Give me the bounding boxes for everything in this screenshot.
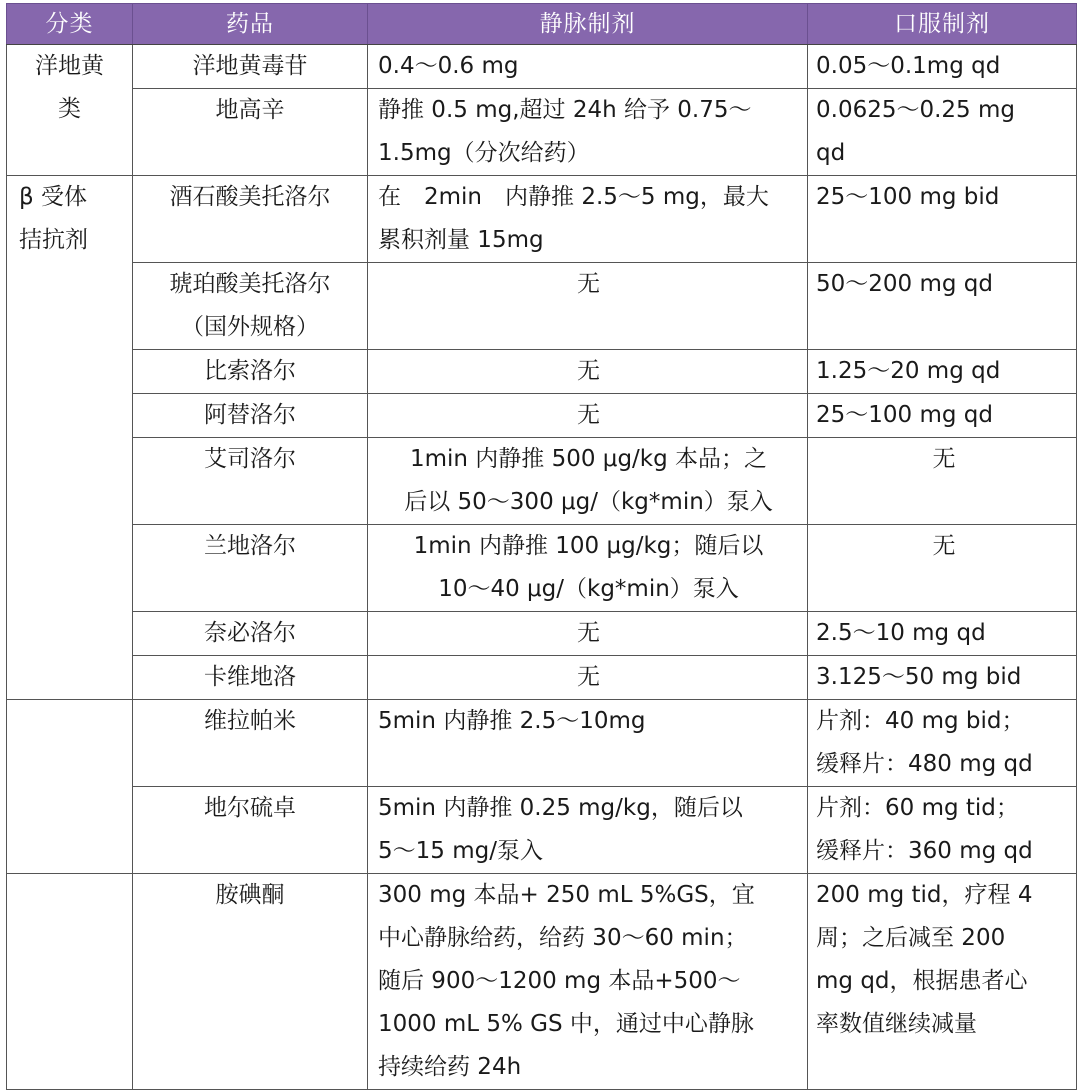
drug-name: 胺碘酮: [215, 882, 285, 908]
oral-dosage-cell: [808, 263, 1077, 350]
iv-dosage: 累积剂量 15mg: [378, 227, 544, 253]
iv-dosage-cell: [368, 874, 808, 1090]
drug-name: 兰地洛尔: [204, 533, 296, 559]
oral-dosage: 率数值继续减量: [816, 1011, 977, 1037]
drug-name-cell: [133, 438, 368, 525]
table-body: [7, 45, 1077, 1090]
drug-name-cell: [133, 89, 368, 176]
oral-dosage-cell: [808, 176, 1077, 263]
iv-dosage: 1000 mL 5% GS 中，通过中心静脉: [378, 1011, 754, 1037]
drug-dosage-table: [6, 3, 1077, 1090]
iv-dosage: 0.4～0.6 mg: [378, 53, 519, 79]
drug-name: （国外规格）: [181, 314, 319, 340]
iv-dosage: 5min 内静推 2.5～10mg: [378, 708, 646, 734]
iv-dosage: 无: [577, 620, 600, 646]
drug-name-cell: [133, 350, 368, 394]
drug-name: 维拉帕米: [204, 708, 296, 734]
iv-dosage-cell: [368, 89, 808, 176]
oral-dosage-cell: [808, 656, 1077, 700]
oral-dosage-cell: [808, 438, 1077, 525]
oral-dosage: 25～100 mg qd: [816, 402, 993, 428]
iv-dosage: 1.5mg（分次给药）: [378, 140, 590, 166]
drug-name-cell: [133, 45, 368, 89]
table-row: [7, 656, 1077, 700]
iv-dosage-cell: [368, 700, 808, 787]
category-cell: [7, 45, 133, 176]
oral-dosage-cell: [808, 45, 1077, 89]
drug-name-cell: [133, 787, 368, 874]
drug-name: 酒石酸美托洛尔: [169, 184, 331, 210]
oral-dosage-cell: [808, 394, 1077, 438]
oral-dosage-cell: [808, 874, 1077, 1090]
oral-dosage-cell: [808, 612, 1077, 656]
drug-name: 奈必洛尔: [204, 620, 296, 646]
iv-dosage: 无: [577, 402, 600, 428]
oral-dosage: 周；之后减至 200: [816, 925, 1006, 951]
oral-dosage: mg qd，根据患者心: [816, 968, 1028, 994]
table-row: [7, 874, 1077, 1090]
category-label: 洋地黄: [35, 53, 104, 79]
iv-dosage: 5～15 mg/泵入: [378, 838, 543, 864]
iv-dosage: 静推 0.5 mg,超过 24h 给予 0.75～: [378, 97, 752, 123]
oral-dosage: 2.5～10 mg qd: [816, 620, 986, 646]
oral-dosage-cell: [808, 350, 1077, 394]
iv-dosage-cell: [368, 438, 808, 525]
table-header-row: [7, 4, 1077, 45]
iv-dosage-cell: [368, 525, 808, 612]
iv-dosage: 无: [577, 271, 600, 297]
drug-name-cell: [133, 176, 368, 263]
oral-dosage: 缓释片：360 mg qd: [816, 838, 1033, 864]
category-cell: [7, 176, 133, 700]
drug-name: 比索洛尔: [204, 358, 296, 384]
drug-name-cell: [133, 656, 368, 700]
iv-dosage: 300 mg 本品+ 250 mL 5%GS，宜: [378, 882, 755, 908]
oral-dosage: 无: [932, 533, 956, 559]
drug-name-cell: [133, 700, 368, 787]
category-label: β 受体: [19, 184, 87, 210]
drug-name: 卡维地洛: [204, 664, 296, 690]
category-cell: [7, 700, 133, 874]
drug-name: 琥珀酸美托洛尔: [169, 271, 331, 297]
iv-dosage-cell: [368, 176, 808, 263]
drug-name: 地高辛: [215, 97, 285, 123]
drug-name-cell: [133, 263, 368, 350]
oral-dosage: 无: [932, 446, 956, 472]
oral-dosage: 25～100 mg bid: [816, 184, 1000, 210]
table-row: [7, 45, 1077, 89]
drug-name: 洋地黄毒苷: [192, 53, 308, 79]
header-category: 分类: [7, 4, 133, 45]
oral-dosage-cell: [808, 525, 1077, 612]
iv-dosage-cell: [368, 787, 808, 874]
iv-dosage: 在 2min 内静推 2.5～5 mg，最大: [378, 184, 769, 210]
table-row: [7, 612, 1077, 656]
iv-dosage: 无: [577, 358, 600, 384]
category-label: 类: [58, 96, 81, 122]
oral-dosage-cell: [808, 787, 1077, 874]
drug-name-cell: [133, 525, 368, 612]
table-row: [7, 787, 1077, 874]
table-row: [7, 394, 1077, 438]
table-row: [7, 700, 1077, 787]
oral-dosage: qd: [816, 140, 846, 166]
table-row: [7, 438, 1077, 525]
iv-dosage: 后以 50～300 μg/（kg*min）泵入: [404, 489, 773, 515]
table-row: [7, 176, 1077, 263]
oral-dosage-cell: [808, 700, 1077, 787]
table-row: [7, 89, 1077, 176]
drug-name: 地尔硫卓: [204, 795, 296, 821]
drug-name: 阿替洛尔: [204, 402, 296, 428]
iv-dosage: 10～40 μg/（kg*min）泵入: [438, 576, 739, 602]
drug-name-cell: [133, 874, 368, 1090]
oral-dosage: 200 mg tid，疗程 4: [816, 882, 1033, 908]
oral-dosage: 片剂：60 mg tid；: [816, 795, 1019, 821]
drug-name: 艾司洛尔: [204, 446, 296, 472]
drug-name-cell: [133, 612, 368, 656]
header-drug: 药品: [133, 4, 368, 45]
table-row: [7, 525, 1077, 612]
table-row: [7, 350, 1077, 394]
iv-dosage: 中心静脉给药，给药 30～60 min；: [378, 925, 748, 951]
iv-dosage-cell: [368, 612, 808, 656]
oral-dosage: 缓释片：480 mg qd: [816, 751, 1033, 777]
oral-dosage: 1.25～20 mg qd: [816, 358, 1001, 384]
iv-dosage: 持续给药 24h: [378, 1054, 522, 1080]
iv-dosage: 随后 900～1200 mg 本品+500～: [378, 968, 741, 994]
oral-dosage: 0.0625～0.25 mg: [816, 97, 1016, 123]
iv-dosage: 无: [577, 664, 600, 690]
header-oral: 口服制剂: [808, 4, 1077, 45]
iv-dosage-cell: [368, 45, 808, 89]
header-iv: 静脉制剂: [368, 4, 808, 45]
category-cell: [7, 874, 133, 1090]
oral-dosage-cell: [808, 89, 1077, 176]
oral-dosage: 0.05～0.1mg qd: [816, 53, 1001, 79]
iv-dosage: 1min 内静推 500 μg/kg 本品；之: [409, 446, 768, 472]
oral-dosage: 片剂：40 mg bid；: [816, 708, 1025, 734]
oral-dosage: 50～200 mg qd: [816, 271, 993, 297]
category-label: 拮抗剂: [19, 227, 88, 253]
iv-dosage-cell: [368, 394, 808, 438]
iv-dosage: 5min 内静推 0.25 mg/kg，随后以: [378, 795, 743, 821]
iv-dosage-cell: [368, 350, 808, 394]
oral-dosage: 3.125～50 mg bid: [816, 664, 1022, 690]
iv-dosage-cell: [368, 656, 808, 700]
drug-name-cell: [133, 394, 368, 438]
iv-dosage-cell: [368, 263, 808, 350]
table-row: [7, 263, 1077, 350]
iv-dosage: 1min 内静推 100 μg/kg；随后以: [413, 533, 764, 559]
